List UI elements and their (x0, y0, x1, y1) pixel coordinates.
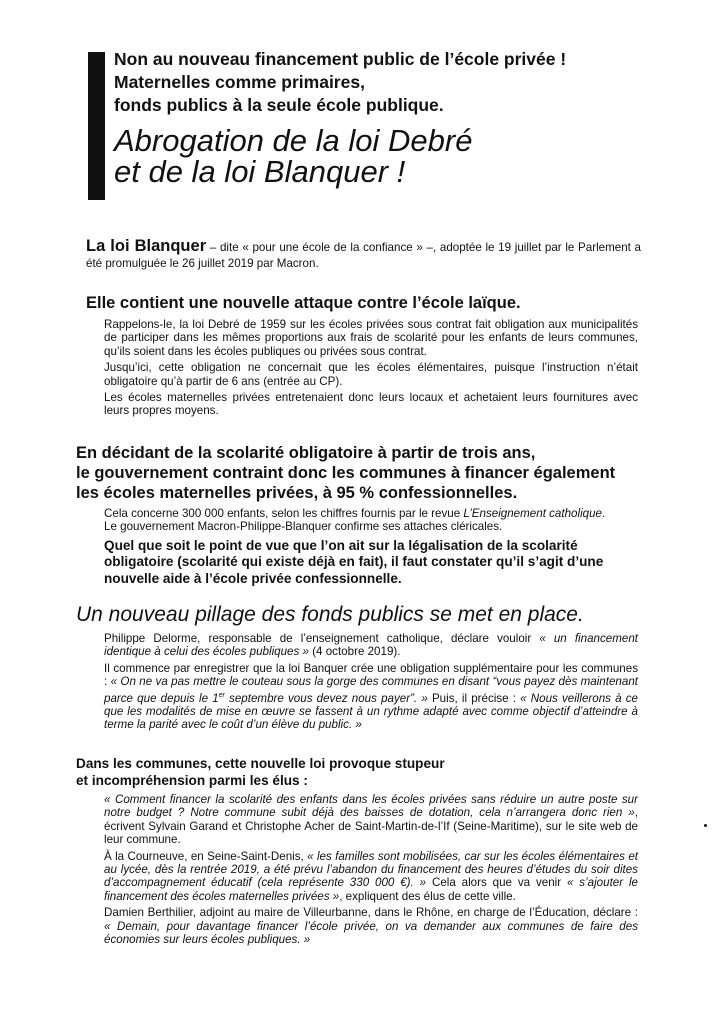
section-2-bold-paragraph: Quel que soit le point de vue que l’on ait sur la légalisation de la scolarité obligatoire (scolarité qui existe déjà en fait), il faut constater qu’il s’agit d’une nouvelle aide à l’école privée confessionnelle. (104, 537, 604, 586)
section-3-p1-text: Philippe Delorme, responsable de l’enseignement catholique, déclare vouloir (104, 632, 540, 645)
section-3-p2-text-b: Puis, il précise : (427, 691, 521, 705)
section-4-p1-text: , écrivent Sylvain Garand et Christophe Acher de Saint-Martin-de-l’If (Seine-Maritime), sur le site web de leur commune. (104, 806, 638, 847)
section-3-p1-date: (4 octobre 2019). (308, 645, 401, 659)
intro-text: – dite « pour une école de la confiance » –, adoptée le 19 juillet par le Parlement a été promulguée le 26 juillet 2019 par Macron. (86, 241, 641, 270)
section-3-paragraph-2 (104, 662, 638, 732)
header-line-3: fonds publics à la seule école publique. (114, 95, 444, 115)
section-1-body (104, 318, 638, 418)
section-4-p1-quote: « Comment financer la scolarité des enfants dans les écoles privées sans réduire un autre poste sur notre budget ? Notre commune subit déjà des baisses de dotation, cela n’arrangera donc rien » (104, 793, 638, 820)
section-3-p1-quote: « un financement identique à celui des écoles publiques » (104, 632, 638, 659)
header-line-2: Maternelles comme primaires, (114, 72, 365, 92)
section-1-title: Elle contient une nouvelle attaque contre l’école laïque. (86, 294, 521, 312)
section-4-paragraph-2 (104, 850, 638, 904)
section-4-title-line-1: Dans les communes, cette nouvelle loi provoque stupeur (76, 756, 445, 771)
section-2-body (104, 507, 638, 587)
section-2-title-line-2: le gouvernement contraint donc les communes à financer également (76, 464, 616, 482)
section-4-title (76, 756, 676, 789)
header-black-bar (88, 52, 105, 200)
section-2-title-line-1: En décidant de la scolarité obligatoire à partir de trois ans, (76, 444, 536, 462)
margin-dot (704, 824, 707, 827)
intro-paragraph (86, 238, 641, 272)
section-4-paragraph-1 (104, 793, 638, 847)
section-2-paragraph-1 (104, 507, 638, 520)
section-4-p2-quote-a: « les familles sont mobilisées, car sur les écoles élémentaires et au lycée, dès la rentrée 2019, a été prévu l’abandon du financement des heures d’études du soir dites d’accompagnement éducatif (cela représente 330 000 €). » (104, 849, 639, 890)
header-big-line-1: Abrogation de la loi Debré (114, 123, 473, 158)
section-4-title-line-2: et incompréhension parmi les élus : (76, 772, 308, 788)
header-big-line-2: et de la loi Blanquer ! (114, 154, 406, 189)
section-3-p2-quote-a: « On ne va pas mettre le couteau sous la gorge des communes en disant “vous payez dès maintenant parce que depuis le 1 (104, 675, 638, 705)
section-3-p2-text: Il commence par enregistrer que la loi Banquer crée une obligation supplémentaire pour les communes : (104, 661, 638, 689)
section-4-p2-text-b: Cela alors que va venir (426, 876, 567, 890)
section-3-body (104, 632, 638, 732)
revue-title: L’Enseignement catholique (463, 507, 602, 520)
section-4-paragraph-3 (104, 906, 638, 946)
section-2-p1-text: Cela concerne 300 000 enfants, selon les chiffres fournis par le revue (104, 507, 464, 520)
section-1-paragraph-2: Jusqu’ici, cette obligation ne concernait que les écoles élémentaires, puisque l’instruction n’était obligatoire qu’à partir de 6 ans (entrée au CP). (104, 361, 638, 388)
section-2-p1-end: . (602, 507, 606, 520)
header-block (114, 48, 694, 187)
section-4-p3-text: Damien Berthilier, adjoint au maire de Villeurbanne, dans le Rhône, en charge de l’Éducation, déclare : (104, 906, 638, 920)
header-line-1: Non au nouveau financement public de l’école privée ! (114, 49, 567, 69)
section-4-p2-quote-b: « s’ajouter le financement des écoles maternelles privées » (104, 876, 638, 903)
section-4-p2-text: À la Courneuve, en Seine-Saint-Denis, (104, 849, 308, 863)
section-4-p2-text-c: , expliquent des élus de cette ville. (339, 889, 516, 903)
section-3-title: Un nouveau pillage des fonds publics se met en place. (76, 603, 584, 626)
section-1-paragraph-3: Les écoles maternelles privées entretenaient donc leurs locaux et achetaient leurs fournitures avec leurs propres moyens. (104, 391, 638, 418)
section-3-p2-sup: er (218, 691, 225, 699)
section-2-title-line-3: les écoles maternelles privées, à 95 % confessionnelles. (76, 484, 518, 502)
section-4-p3-quote: « Demain, pour davantage financer l’école privée, on va demander aux communes de faire des économies sur leurs écoles publiques. » (104, 919, 638, 947)
section-2-title (76, 443, 696, 503)
section-3-paragraph-1 (104, 632, 638, 659)
section-3-p2-quote-c: « Nous veillerons à ce que les modalités de mise en œuvre se fassent à un rythme adapté avec comme objectif d’atteindre à terme la parité avec le coût d’un élève du public. » (104, 691, 638, 732)
intro-lead: La loi Blanquer (86, 237, 207, 255)
section-1-paragraph-1: Rappelons-le, la loi Debré de 1959 sur les écoles privées sous contrat fait obligation aux municipalités de participer dans les mêmes proportions aux frais de scolarité pour les enfants de leurs communes, qu’ils soient dans les écoles publiques ou privées sous contrat. (104, 318, 638, 358)
section-2-paragraph-2: Le gouvernement Macron-Philippe-Blanquer confirme ses attaches cléricales. (104, 520, 503, 534)
section-4-body (104, 793, 638, 946)
section-3-p2-quote-b: septembre vous devez nous payer”. » (224, 691, 428, 705)
